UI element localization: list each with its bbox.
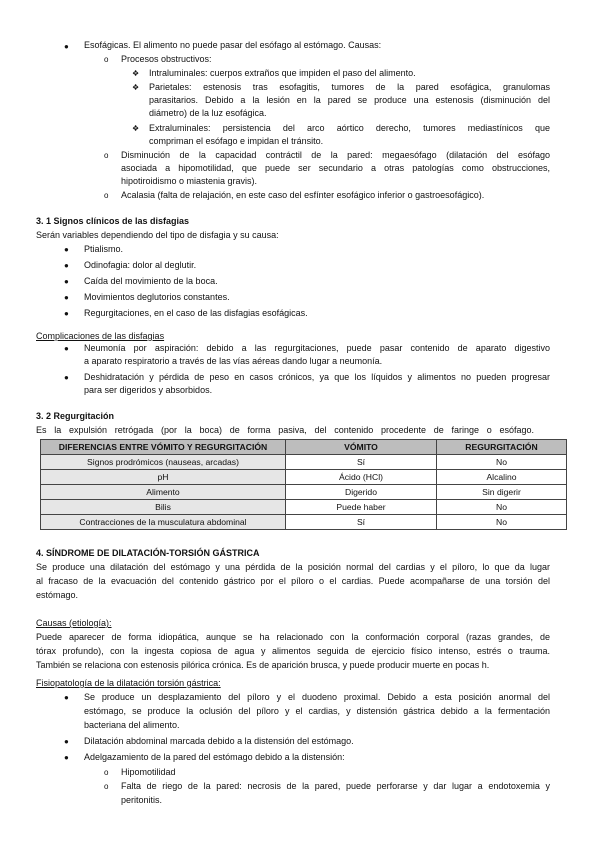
table-row [41,485,567,500]
table-cell: No [437,500,567,515]
table-cell: Digerido [286,485,437,500]
bullet-icon: ● [64,309,69,318]
hipomotilidad-text: Hipomotilidad [121,767,176,777]
acalasia-text: Acalasia (falta de relajación, en este caso del esfínter esofágico inferior o gastroesofágico). [121,190,485,200]
bullet-icon: ● [64,693,69,702]
table-row [41,515,567,530]
procesos-obstructivos: Procesos obstructivos: [121,54,212,64]
table-cell: Ácido (HCl) [286,470,437,485]
sindrome-intro-line: estómago. [36,590,79,600]
parietales-line: parasitarios. Debido a la lesión en la pared se produce una estenosis (disminución del [149,95,550,105]
diamond-bullet-icon: ❖ [132,69,140,78]
sindrome-intro-line: al fracaso de la evacuación del contenido gástrico por el píloro o el cardias. Puede acompañarse de una torsión del [36,576,550,586]
bullet-icon: ● [64,373,69,382]
table-cell: No [437,515,567,530]
complicaciones-heading: Complicaciones de las disfagias [36,331,165,341]
circle-bullet-icon: o [104,55,109,64]
bullet-icon: ● [64,344,69,353]
causas-heading: Causas (etiología): [36,618,112,628]
riego-line: Falta de riego de la pared: necrosis de la pared, puede perforarse y dar lugar a endotoxemia y [121,781,550,791]
table-header-row [41,440,567,455]
signos-heading: 3. 1 Signos clínicos de las disfagias [36,216,190,226]
disminucion-line: hipotiroidismo o miastenia gravis). [121,176,258,186]
bullet-icon: ● [64,277,69,286]
signos-item: Regurgitaciones, en el caso de las disfagias esofágicas. [84,308,308,318]
circle-bullet-icon: o [104,151,109,160]
bullet-icon: ● [64,753,69,762]
bullet-icon: ● [64,293,69,302]
disminucion-line: Disminución de la capacidad contráctil de la pared: megaesófago (dilatación del esófago [121,150,550,160]
circle-bullet-icon: o [104,191,109,200]
table-header-cell: DIFERENCIAS ENTRE VÓMITO Y REGURGITACIÓN [41,440,286,455]
neumonia-line: Neumonía por aspiración: debido a las regurgitaciones, puede pasar contenido de aparato digestivo [84,343,550,353]
desplazamiento-line: Se produce un desplazamiento del píloro y el duodeno proximal. Debido a esta posición anormal del [84,692,550,702]
riego-line: peritonitis. [121,795,163,805]
regurgitacion-heading: 3. 2 Regurgitación [36,411,115,421]
intraluminales-text: Intraluminales: cuerpos extraños que impiden el paso del alimento. [149,68,416,78]
bullet-icon: ● [64,42,69,51]
table-cell: Contracciones de la musculatura abdominal [41,515,286,530]
table-header-cell: REGURGITACIÓN [437,440,567,455]
deshidratacion-line: para ser digeridos y absorbidos. [84,385,213,395]
deshidratacion-line: Deshidratación y pérdida de peso en casos crónicos, ya que los líquidos y alimentos no pueden progresar [84,372,550,382]
table-header-cell: VÓMITO [286,440,437,455]
dilatacion-text: Dilatación abdominal marcada debido a la distensión del estómago. [84,736,354,746]
diamond-bullet-icon: ❖ [132,83,140,92]
bullet-icon: ● [64,737,69,746]
bullet-icon: ● [64,245,69,254]
table-cell: Sí [286,455,437,470]
differences-table [40,439,567,530]
disminucion-line: asociada a hipomotilidad, que puede ser secundario a otras patologías como obstrucciones, [121,163,550,173]
table-cell: Sí [286,515,437,530]
circle-bullet-icon: o [104,768,109,777]
table-cell: Alcalino [437,470,567,485]
table-cell: No [437,455,567,470]
causas-line: Puede aparecer de forma idiopática, aunque se ha relacionado con la conformación corporal (razas grandes, de [36,632,550,642]
diamond-bullet-icon: ❖ [132,124,140,133]
table-row [41,455,567,470]
bullet-icon: ● [64,261,69,270]
signos-item: Caída del movimiento de la boca. [84,276,218,286]
table-row [41,500,567,515]
table-cell: pH [41,470,286,485]
sindrome-intro-line: Se produce una dilatación del estómago y una pérdida de la posición normal del cardias y el píloro, lo que da lugar [36,562,550,572]
sindrome-heading: 4. SÍNDROME DE DILATACIÓN-TORSIÓN GÁSTRICA [36,548,260,558]
table-row [41,470,567,485]
signos-item: Ptialismo. [84,244,124,254]
regurgitacion-intro: Es la expulsión retrógada (por la boca) de forma pasiva, del contenido procedente de faringe o esófago. [36,425,534,435]
extraluminales-line: compriman el esófago e impidan el tránsito. [149,136,324,146]
parietales-line: Parietales: estenosis tras esofagitis, tumores de la pared esofágica, granulomas [149,82,550,92]
desplazamiento-line: bacteriana del alimento. [84,720,180,730]
neumonia-line: a aparato respiratorio a través de las vías aéreas dando lugar a neumonía. [84,356,383,366]
adelgazamiento-text: Adelgazamiento de la pared del estómago debido a la distensión: [84,752,345,762]
signos-item: Movimientos deglutorios constantes. [84,292,230,302]
causas-line: tórax profundo), con la ingesta copiosa de agua y alimentos seguida de ejercicio físico intenso, estrés o trauma. [36,646,550,656]
parietales-line: diámetro) de la luz esofágica. [149,108,267,118]
table-cell: Puede haber [286,500,437,515]
signos-item: Odinofagia: dolor al deglutir. [84,260,197,270]
esofagicas-intro: Esofágicas. El alimento no puede pasar del esófago al estómago. Causas: [84,40,382,50]
extraluminales-line: Extraluminales: persistencia del arco aórtico derecho, tumores mediastínicos que [149,123,550,133]
table-cell: Bilis [41,500,286,515]
fisiopatologia-heading: Fisiopatología de la dilatación torsión gástrica: [36,678,221,688]
table-cell: Sin digerir [437,485,567,500]
circle-bullet-icon: o [104,782,109,791]
desplazamiento-line: estómago, se produce la oclusión del píloro y el cardias, y distensión gástrica debido a la fermentación [84,706,550,716]
table-cell: Alimento [41,485,286,500]
signos-intro: Serán variables dependiendo del tipo de disfagia y su causa: [36,230,279,240]
table-cell: Signos prodrómicos (nauseas, arcadas) [41,455,286,470]
causas-line: También se relaciona con estenosis pilórica crónica. Es de aparición brusca, y puede producir muerte en pocas h. [36,660,490,670]
